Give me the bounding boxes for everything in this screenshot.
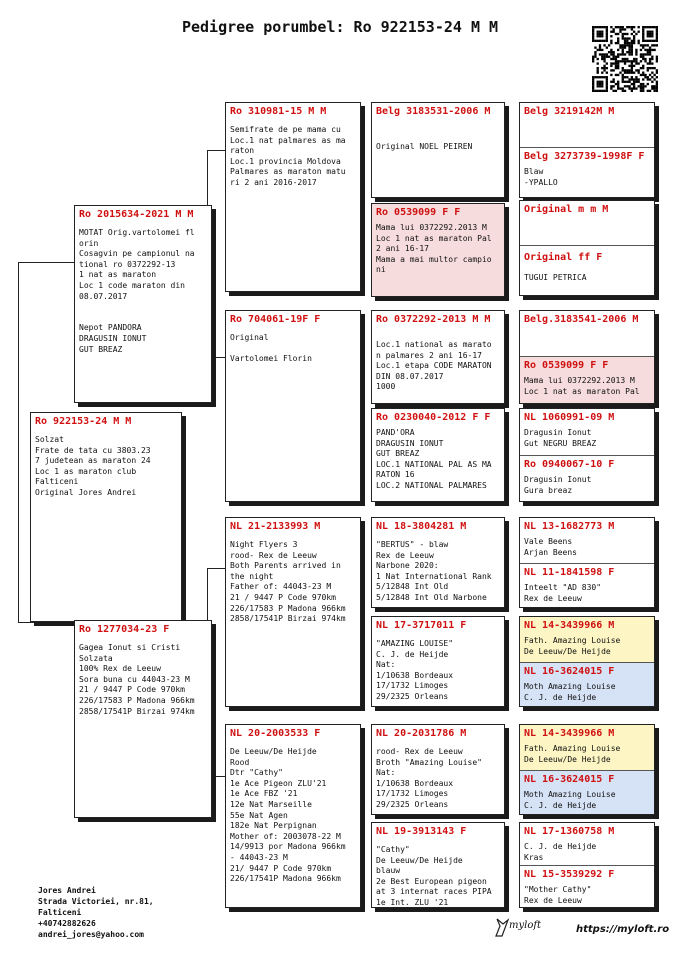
card-notes: Night Flyers 3 rood- Rex de Leeuw Both Parents arrived in the night Father of: 44043-23 M 21 / 9447 P Code 970km 226/17583 P Madona 966km 2858/17541P Birzai 974km — [230, 540, 346, 624]
ring-number: NL 19-3913143 F — [376, 826, 467, 837]
ring-number: NL 14-3439966 M — [524, 728, 615, 739]
owner-name: Jores Andrei — [38, 886, 96, 895]
ring-number: NL 18-3804281 M — [376, 521, 467, 532]
card-notes: Loc.1 national as marato n palmares 2 ani 16-17 Loc.1 etapa CODE MARATON DIN 08.07.2017 1000 — [376, 340, 492, 392]
pedigree-card-gg-grandparent-pair — [519, 200, 655, 296]
pedigree-card-grandparent — [225, 517, 361, 707]
card-notes: Gagea Ionut si Cristi Solzata 100% Rex de Leeuw Sora buna cu 44043-23 M 21 / 9447 P Code 970km 226/17583 P Madona 966km 2858/17541P Birzai 974km — [79, 643, 195, 716]
card-notes: C. J. de Heijde Kras — [524, 842, 597, 862]
ring-number: Belg 3273739-1998F F — [524, 151, 645, 162]
card-notes: "BERTUS" - blaw Rex de Leeuw Narbone 2020: 1 Nat International Rank 5/12848 Int Old 5/12848 Int Old Narbone — [376, 540, 492, 602]
pedigree-card-gg-grandparent-pair — [519, 724, 655, 815]
ring-number: NL 1060991-09 M — [524, 412, 615, 423]
pedigree-card-great-grandparent — [371, 616, 505, 707]
card-notes: Blaw -YPALLO — [524, 167, 558, 187]
ring-number: Ro 0372292-2013 M M — [376, 314, 491, 325]
owner-email: andrei_jores@yahoo.com — [38, 930, 144, 939]
card-notes: Semifrate de pe mama cu Loc.1 nat palmares as ma raton Loc.1 provincia Moldova Palmares as maraton matu ri 2 ani 2016-2017 — [230, 125, 346, 187]
pedigree-card-gg-grandparent-pair — [519, 102, 655, 198]
card-notes: Fath. Amazing Louise De Leeuw/De Heijde — [524, 744, 621, 764]
pedigree-card-great-grandparent — [371, 310, 505, 404]
pedigree-card-great-grandparent — [371, 724, 505, 815]
ring-number: NL 17-3717011 F — [376, 620, 467, 631]
card-notes: "Cathy" De Leeuw/De Heijde blauw 2e Best European pigeon at 3 internat races PIPA 1e Int. ZLU '21 — [376, 845, 492, 907]
ring-number: Ro 1277034-23 F — [79, 624, 170, 635]
qr-code — [592, 26, 658, 92]
pedigree-card-grandparent — [225, 310, 361, 502]
owner-city: Falticeni — [38, 908, 82, 917]
ring-number: NL 20-2031786 M — [376, 728, 467, 739]
card-notes: Vale Beens Arjan Beens — [524, 537, 577, 557]
pedigree-card-grandparent — [225, 102, 361, 292]
pedigree-card-gg-grandparent-pair — [519, 822, 655, 908]
pedigree-card-gg-grandparent-pair — [519, 616, 655, 707]
ring-number: Ro 704061-19F F — [230, 314, 321, 325]
card-notes: Mama lui 0372292.2013 M Loc 1 nat as maraton Pal — [524, 376, 640, 396]
ring-number: NL 16-3624015 F — [524, 666, 615, 677]
ring-number: NL 21-2133993 M — [230, 521, 321, 532]
ring-number: NL 13-1682773 M — [524, 521, 615, 532]
card-notes: Solzat Frate de tata cu 3803.23 7 judetean as maraton 24 Loc 1 as maraton club Falticeni Original Jores Andrei — [35, 435, 151, 497]
card-notes: Dragusin Ionut Gut NEGRU BREAZ — [524, 428, 597, 448]
card-notes: Moth Amazing Louise C. J. de Heijde — [524, 682, 616, 702]
card-notes: "AMAZING LOUISE" C. J. de Heijde Nat: 1/10638 Bordeaux 17/1732 Limoges 29/2325 Orleans — [376, 639, 454, 701]
pedigree-card-subject — [30, 412, 182, 622]
pedigree-card-dam — [74, 620, 212, 818]
pigeon-logo-icon — [494, 916, 510, 938]
page-title: Pedigree porumbel: Ro 922153-24 M M — [181, 18, 499, 36]
card-notes: MOTAT Orig.vartolomei fl orin Cosagvin pe campionul na tional ro 0372292-13 1 nat as maraton Loc 1 code maraton din 08.07.2017 Nepot PANDORA DRAGUSIN IONUT GUT BREAZ — [79, 228, 195, 354]
ring-number: NL 20-2003533 F — [230, 728, 321, 739]
myloft-logo: myloft — [509, 920, 542, 931]
ring-number: Ro 0539099 F F — [524, 360, 609, 371]
owner-contact — [38, 885, 154, 940]
pedigree-card-great-grandparent — [371, 408, 505, 502]
pedigree-card-gg-grandparent-pair — [519, 517, 655, 608]
ring-number: Ro 0539099 F F — [376, 207, 461, 218]
card-notes: Original NOEL PEIREN — [376, 142, 473, 151]
pedigree-card-grandparent — [225, 724, 361, 908]
pedigree-card-gg-grandparent-pair — [519, 310, 655, 404]
ring-number: NL 15-3539292 F — [524, 869, 615, 880]
card-notes: TUGUI PETRICA — [524, 273, 587, 282]
ring-number: NL 17-1360758 M — [524, 826, 615, 837]
card-notes: De Leeuw/De Heijde Rood Dtr "Cathy" 1e Ace Pigeon ZLU'21 1e Ace FBZ '21 12e Nat Marseille 55e Nat Agen 182e Nat Perpignan Mother of: 2003078-22 M 14/9913 por Madona 966km - 44043-23 M 21/ 9447 P Code 970km 226/17541P Madona 966km — [230, 747, 346, 884]
pedigree-card-sire — [74, 205, 212, 403]
card-notes: Moth Amazing Louise C. J. de Heijde — [524, 790, 616, 810]
ring-number: NL 14-3439966 M — [524, 620, 615, 631]
pedigree-card-great-grandparent — [371, 822, 505, 908]
ring-number: NL 11-1841598 F — [524, 567, 615, 578]
card-notes: PAND'ORA DRAGUSIN IONUT GUT BREAZ LOC.1 NATIONAL PAL AS MA RATON 16 LOC.2 NATIONAL PALMARES — [376, 428, 492, 490]
ring-number: Ro 922153-24 M M — [35, 416, 132, 427]
card-notes: rood- Rex de Leeuw Broth "Amazing Louise" Nat: 1/10638 Bordeaux 17/1732 Limoges 29/2325 Orleans — [376, 747, 482, 809]
ring-number: Original m m M — [524, 204, 609, 215]
card-notes: "Mother Cathy" Rex de Leeuw — [524, 885, 592, 905]
pedigree-card-great-grandparent — [371, 203, 505, 297]
ring-number: Belg 3219142M M — [524, 106, 615, 117]
pedigree-card-great-grandparent — [371, 517, 505, 608]
owner-phone: +40742882626 — [38, 919, 96, 928]
ring-number: Ro 310981-15 M M — [230, 106, 327, 117]
ring-number: Belg.3183541-2006 M — [524, 314, 639, 325]
ring-number: Ro 0940067-10 F — [524, 459, 615, 470]
site-url[interactable]: https://myloft.ro — [576, 924, 670, 935]
ring-number: Original ff F — [524, 252, 603, 263]
ring-number: Belg 3183531-2006 M — [376, 106, 491, 117]
card-notes: Inteelt "AD 830" Rex de Leeuw — [524, 583, 602, 603]
card-notes: Fath. Amazing Louise De Leeuw/De Heijde — [524, 636, 621, 656]
card-notes: Mama lui 0372292.2013 M Loc 1 nat as maraton Pal 2 ani 16-17 Mama a mai multor campio ni — [376, 223, 492, 275]
pedigree-card-gg-grandparent-pair — [519, 408, 655, 502]
pedigree-card-great-grandparent — [371, 102, 505, 198]
owner-street: Strada Victoriei, nr.81, — [38, 897, 154, 906]
ring-number: Ro 0230040-2012 F F — [376, 412, 491, 423]
card-notes: Dragusin Ionut Gura breaz — [524, 475, 592, 495]
ring-number: NL 16-3624015 F — [524, 774, 615, 785]
ring-number: Ro 2015634-2021 M M — [79, 209, 194, 220]
card-notes: Original Vartolomei Florin — [230, 333, 312, 364]
